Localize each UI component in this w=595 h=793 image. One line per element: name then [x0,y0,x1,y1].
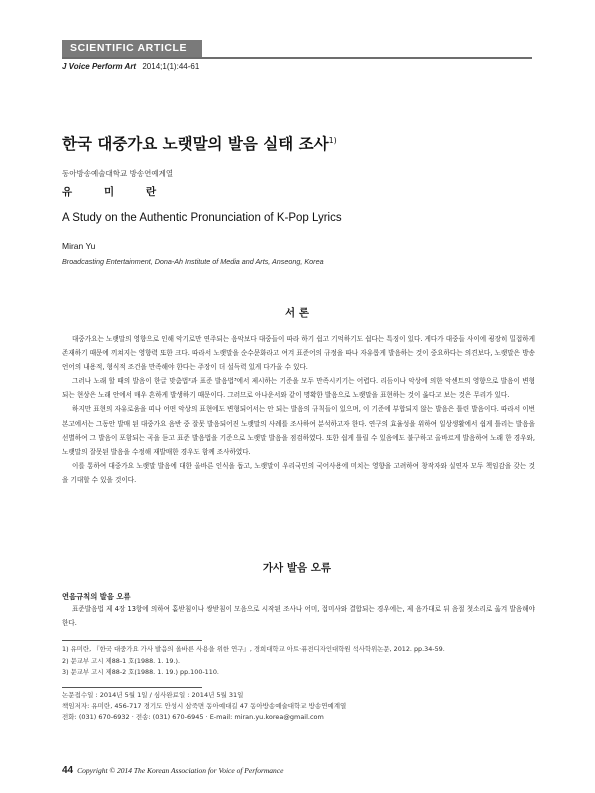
author-char: 란 [146,186,157,198]
footnote: 3) 문교부 고시 제88-2 호(1988. 1. 19.) pp.100-110. [62,668,219,676]
title-footnote-marker: 1) [328,135,337,145]
journal-name: J Voice Perform Art [62,62,137,71]
english-affiliation: Broadcasting Entertainment, Dona-Ah Institute of Media and Arts, Anseong, Korea [62,257,324,266]
article-type-badge: SCIENTIFIC ARTICLE [62,40,202,57]
subsection-heading: 연음규칙의 발음 오류 [62,592,131,601]
paragraph: 하지만 표현의 자유로움을 띠나 어떤 악상의 표현에도 변형되어서는 안 되는 발음의 규칙들이 있으며, 이 기준에 부합되지 않는 발음은 틀린 발음이다. 따라서 이번 본고에서는 그동안 발매 된 대중가요 음반 중 잘못 발음되어진 노랫말의 사례를 조사하여 분석하고자 한다. 연구의 효율성을 위하여 일상생활에서 쉽게 틀리는 발음을 선별하여 그 발음이 포함되는 곡을 듣고 표준 발음법을 기준으로 노랫말 발음을 점검하였다. 또한 쉽게 틀릴 수 있음에도 불구하고 올바르게 발음하여 노래 한 경우와, 노랫말의 잘못된 발음을 수정해 재발매한 경우도 함께 조사하였다. [62,405,535,456]
korean-title-text: 한국 대중가요 노랫말의 발음 실태 조사 [62,135,329,153]
meta-line: 책임저자: 유미란, 456-717 경기도 안성시 삼죽면 동아예대길 47 동아방송예술대학교 방송연예계열 [62,702,347,710]
meta-line: 전화: (031) 670-6932 · 전송: (031) 670-6945 · E-mail: miran.yu.korea@gmail.com [62,713,324,721]
korean-affiliation: 동아방송예술대학교 방송연예계열 [62,169,174,178]
english-author: Miran Yu [62,241,96,251]
footnote-divider [62,640,202,641]
paragraph: 그러나 노래 할 때의 발음이 한글 맞춤법²과 표준 발음법³에서 제시하는 기준을 모두 만족시키기는 어렵다. 리듬이나 악상에 의한 악센트의 영향으로 발음이 변형되는 현상은 노래 안에서 매우 흔하게 발생하기 때문이다. 그러므로 아나운서와 같이 명확한 발음으로 노랫말을 표현하는 것이 옳다고 보는 것은 무리가 있다. [62,377,535,400]
korean-title [62,132,337,154]
meta-divider [62,687,202,688]
page-footer [62,765,283,776]
citation-info: 2014;1(1):44-61 [142,62,200,71]
page-number: 44 [62,765,74,776]
subsection-body [62,602,535,630]
article-meta [62,690,346,723]
paragraph: 대중가요는 노랫말의 영향으로 인해 악기로만 연주되는 음악보다 대중들이 따라 하기 쉽고 기억하기도 쉽다는 특징이 있다. 게다가 대중들 사이에 굉장히 밀접하게 존재하기 때문에 끼쳐지는 영향력 또한 크다. 따라서 노랫말을 순수문화라고 여겨 표준어의 규정을 따나 자유롭게 발음하는 것이 중요하다는 의견보다, 노랫말은 방송언어의 내용적, 형식적 조건을 만족해야 한다는 주장이 더 설득력 있게 다가올 수 있다. [62,335,535,372]
footnotes [62,644,535,679]
copyright-text: Copyright © 2014 The Korean Association for Voice of Performance [77,766,284,775]
header-divider [62,57,532,59]
section-heading-introduction: 서 론 [285,307,309,319]
korean-author [62,184,188,199]
paragraph: 이를 통하여 대중가요 노랫말 발음에 대한 올바른 인식을 돕고, 노랫말이 우리국민의 국어사용에 미치는 영향을 고려하여 창작자와 실연자 모두 책임감을 갖는 것을 기대할 수 있을 것이다. [62,461,535,484]
english-title: A Study on the Authentic Pronunciation of K-Pop Lyrics [62,212,342,224]
meta-line: 논문접수일 : 2014년 5월 1일 / 심사완료일 : 2014년 5월 31일 [62,691,244,699]
footnote: 2) 문교부 고시 제88-1 호(1988. 1. 19.). [62,656,181,665]
paragraph: 표준발음법 제 4장 13항에 의하여 홑받침이나 쌍받침이 모음으로 시작된 조사나 어미, 접미사와 결합되는 경우에는, 제 음가대로 뒤 음절 첫소리로 옮겨 발음해야 한다. [62,605,535,628]
footnote: 1) 유미란, 『한국 대중가요 가사 발음의 올바른 사용을 위한 연구』, 경희대학교 아트·퓨전디자인대학원 석사학위논문, 2012. pp.34-59. [62,645,445,653]
journal-citation [62,62,199,71]
introduction-body [62,332,535,487]
author-char: 유 [62,186,73,198]
author-char: 미 [104,186,115,198]
section-heading-lyric-errors: 가사 발음 오류 [262,562,332,574]
